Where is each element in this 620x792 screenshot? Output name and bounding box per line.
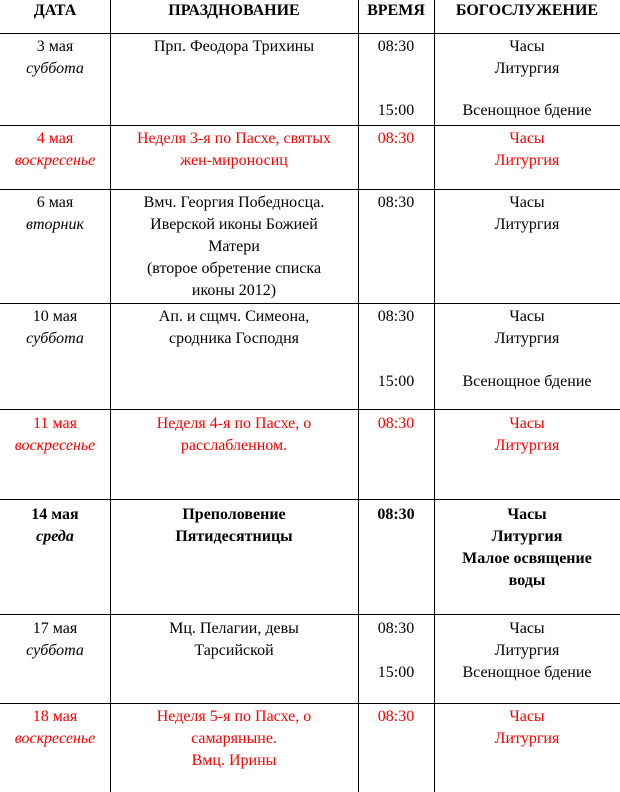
celebration-line: самаряныне.	[191, 730, 277, 747]
service-line: Литургия	[494, 60, 560, 77]
row-divider	[0, 703, 620, 704]
row-divider	[0, 303, 620, 304]
weekday-text: воскресенье	[14, 437, 96, 454]
header-celebration: ПРАЗДНОВАНИЕ	[168, 2, 300, 19]
service-line: Всенощное бдение	[462, 664, 592, 681]
weekday-text: суббота	[26, 60, 84, 77]
service-line: Литургия	[494, 437, 560, 454]
celebration-cell	[110, 128, 358, 172]
date-text: 11 мая	[33, 415, 77, 432]
celebration-line: расслабленном.	[180, 437, 288, 454]
celebration-line: сродника Господня	[168, 330, 300, 347]
service-line: Часы	[509, 415, 545, 432]
column-divider	[110, 0, 111, 792]
date-text: 14 мая	[31, 506, 79, 523]
time-text: 08:30	[377, 708, 415, 725]
date-cell	[0, 413, 110, 457]
date-cell	[0, 192, 110, 236]
service-line: Часы	[509, 130, 545, 147]
service-line: Литургия	[491, 528, 563, 545]
service-cell	[434, 36, 620, 80]
celebration-line: (второе обретение списка	[146, 260, 322, 277]
weekday-text: суббота	[26, 642, 84, 659]
time-text: 15:00	[377, 664, 415, 681]
celebration-line: Мц. Пелагии, девы	[169, 620, 299, 637]
service-line: Часы	[509, 308, 545, 325]
date-cell	[0, 618, 110, 662]
time-text: 15:00	[377, 102, 415, 119]
service-cell	[434, 128, 620, 172]
time-text: 08:30	[377, 38, 415, 55]
celebration-line: Преполовение	[182, 506, 286, 523]
celebration-line: Тарсийской	[194, 642, 274, 659]
service-line: Часы	[507, 506, 547, 523]
service-line: Литургия	[494, 330, 560, 347]
weekday-text: воскресенье	[14, 730, 96, 747]
date-text: 17 мая	[32, 620, 78, 637]
celebration-cell	[110, 36, 358, 58]
header-date: ДАТА	[33, 2, 77, 19]
weekday-text: суббота	[26, 330, 84, 347]
celebration-line: Вмч. Георгия Победносца.	[143, 194, 325, 211]
celebration-cell	[110, 706, 358, 772]
celebration-cell	[110, 618, 358, 662]
date-text: 6 мая	[36, 194, 74, 211]
celebration-line: Неделя 4-я по Пасхе, о	[156, 415, 312, 432]
date-text: 18 мая	[32, 708, 78, 725]
celebration-line: Прп. Феодора Трихины	[153, 38, 315, 55]
celebration-cell	[110, 504, 358, 548]
service-line: Литургия	[494, 642, 560, 659]
row-divider	[0, 409, 620, 410]
service-cell	[434, 618, 620, 684]
service-cell	[434, 504, 620, 592]
service-cell	[434, 413, 620, 457]
time-text: 15:00	[377, 373, 415, 390]
celebration-line: иконы 2012)	[191, 282, 277, 299]
celebration-line: Иверской иконы Божией	[150, 216, 318, 233]
service-cell	[434, 706, 620, 750]
date-text: 4 мая	[36, 130, 74, 147]
time-text: 08:30	[377, 194, 415, 211]
time-text: 08:30	[377, 130, 415, 147]
service-line: Литургия	[494, 216, 560, 233]
date-text: 3 мая	[36, 38, 74, 55]
weekday-text: вторник	[26, 216, 84, 233]
time-text: 08:30	[377, 308, 415, 325]
weekday-text: среда	[36, 528, 74, 545]
celebration-line: Неделя 5-я по Пасхе, о	[156, 708, 312, 725]
header-service: БОГОСЛУЖЕНИЕ	[455, 2, 599, 19]
celebration-line: Матери	[208, 238, 260, 255]
date-cell	[0, 504, 110, 548]
row-divider	[0, 189, 620, 190]
date-cell	[0, 36, 110, 80]
service-line: Часы	[509, 620, 545, 637]
celebration-line: Пятидесятницы	[175, 528, 293, 545]
row-divider	[0, 499, 620, 500]
date-text: 10 мая	[32, 308, 78, 325]
date-cell	[0, 128, 110, 172]
service-cell	[434, 306, 620, 350]
service-line: Литургия	[494, 152, 560, 169]
celebration-line: Вмц. Ирины	[191, 752, 277, 769]
date-cell	[0, 706, 110, 750]
row-divider	[0, 614, 620, 615]
celebration-cell	[110, 413, 358, 457]
celebration-line: Ап. и сщмч. Симеона,	[158, 308, 310, 325]
service-cell	[434, 192, 620, 236]
row-divider	[0, 125, 620, 126]
time-text: 08:30	[377, 506, 415, 523]
celebration-line: жен-мироносиц	[180, 152, 288, 169]
time-text: 08:30	[377, 415, 415, 432]
service-line: Часы	[509, 708, 545, 725]
service-line: Литургия	[494, 730, 560, 747]
service-line: Часы	[509, 38, 545, 55]
service-line: Часы	[509, 194, 545, 211]
celebration-cell	[110, 192, 358, 302]
time-text: 08:30	[377, 620, 415, 637]
row-divider	[0, 33, 620, 34]
service-line: Малое освящение	[462, 550, 592, 567]
header-time: ВРЕМЯ	[367, 2, 425, 19]
service-line: воды	[508, 572, 546, 589]
celebration-cell	[110, 306, 358, 350]
service-line: Всенощное бдение	[462, 102, 592, 119]
date-cell	[0, 306, 110, 350]
service-line: Всенощное бдение	[462, 373, 592, 390]
celebration-line: Неделя 3-я по Пасхе, святых	[136, 130, 332, 147]
weekday-text: воскресенье	[14, 152, 96, 169]
